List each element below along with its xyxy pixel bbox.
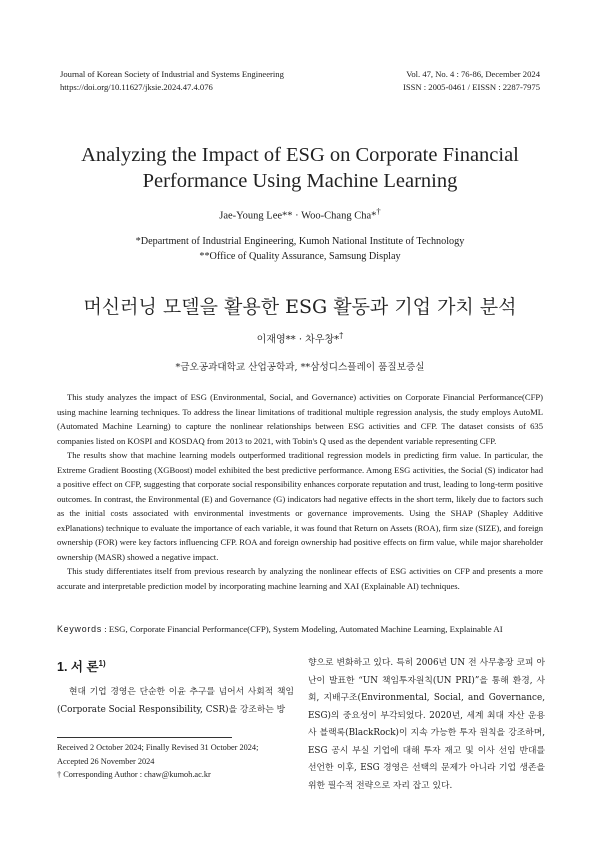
abstract <box>57 390 543 593</box>
keywords: Keywords : ESG, Corporate Financial Performance(CFP), System Modeling, Automated Machine Learning, Explainable AI <box>57 624 503 634</box>
abstract-paragraph-2: The results show that machine learning models outperformed traditional regression models in predicting firm value. In particular, the Extreme Gradient Boosting (XGBoost) model exhibited the best predictive performance. Among ESG activities, the Social (S) indicator had a positive effect on CFP, suggesting that corporate social responsibility enhances corporate reputation and trust, leading to long-term positive outcomes. In contrast, the Environmental (E) and Governance (G) indicators had negative effects in the short term, likely due to factors such as the initial costs associated with environmental investments or governance improvements. Using the SHAP (Shapley Additive exPlanations) technique to evaluate the importance of each variable, it was found that Return on Assets (ROA), firm size (SIZE), and foreign ownership (FOR) were key factors influencing CFP. ROA and foreign ownership had positive effects on firm value, while major shareholder ownership (MASR) showed a negative impact. <box>57 450 543 562</box>
title-line-1: Analyzing the Impact of ESG on Corporate Financial <box>81 144 519 166</box>
author-list <box>40 206 560 222</box>
korean-authors <box>40 330 560 345</box>
received-date: Received 2 October 2024; Finally Revised 31 October 2024; <box>57 743 259 752</box>
body-paragraph-right: 향으로 변화하고 있다. 특히 2006년 UN 전 사무총장 코피 아난이 발표한 “UN 책임투자원칙(UN PRI)”을 통해 환경, 사회, 지배구조(Environmental, Social, and Governance, ESG)의 중요성이 부각되었다. 2020년, 세계 최대 자산 운용사 블랙록(BlackRock)이 지속 가능한 투자 원칙을 강조하며, ESG 공시 부실 기업에 대해 투자 재고 및 이사 선임 반대를 선언한 이후, ESG 경영은 선택의 문제가 아니라 기업 생존을 위한 필수적 전략으로 자리 잡고 있다. <box>308 658 545 791</box>
section-heading <box>57 657 106 675</box>
footnote-ref: 1) <box>98 658 106 668</box>
body-column-right <box>308 655 545 795</box>
doi-link[interactable]: https://doi.org/10.11627/jksie.2024.47.4.076 <box>60 82 213 92</box>
journal-name: Journal of Korean Society of Industrial and Systems Engineering <box>60 69 284 79</box>
title-line-2: Performance Using Machine Learning <box>142 170 458 192</box>
issn-info: ISSN : 2005-0461 / EISSN : 2287-7975 <box>402 82 540 92</box>
affiliation-2: **Office of Quality Assurance, Samsung Display <box>199 251 401 262</box>
affiliation-1: *Department of Industrial Engineering, Kumoh National Institute of Technology <box>135 236 465 247</box>
abstract-paragraph-1: This study analyzes the impact of ESG (Environmental, Social, and Governance) activities on Corporate Financial Performance(CFP) using machine learning techniques. To address the linear limitations of traditional multiple regression analysis, the study employs AutoML (Automated Machine Learning) to capture the nonlinear relationships between ESG activities and CFP. The dataset consists of 635 companies listed on KOSPI and KOSDAQ from 2013 to 2021, with Tobin's Q used as the dependent variable representing CFP. <box>57 392 543 446</box>
affiliations <box>40 234 560 264</box>
korean-dagger-mark: † <box>339 330 344 340</box>
korean-authors-text: 이재영** · 차우창* <box>256 334 340 346</box>
footnote-divider <box>57 737 232 738</box>
paper-title <box>40 142 560 194</box>
keywords-label: Keywords <box>57 624 103 634</box>
journal-header-left <box>60 68 284 94</box>
footnote <box>57 741 297 782</box>
authors-text: Jae-Young Lee** · Woo-Chang Cha* <box>219 210 377 222</box>
body-column-left <box>57 684 294 719</box>
dagger-mark: † <box>376 206 381 216</box>
body-paragraph-left: 현대 기업 경영은 단순한 이윤 추구를 넘어서 사회적 책임(Corporate Social Responsibility, CSR)을 강조하는 방 <box>57 687 294 715</box>
section-heading-text: 1. 서 론 <box>57 660 99 674</box>
journal-header-right <box>403 68 540 94</box>
footnote-dagger: † <box>57 770 62 779</box>
corresponding-author-text: Corresponding Author : chaw@kumoh.ac.kr <box>63 770 211 779</box>
korean-affiliation: *금오공과대학교 산업공학과, **삼성디스플레이 품질보증실 <box>175 362 425 373</box>
keywords-text: ESG, Corporate Financial Performance(CFP), System Modeling, Automated Machine Learning, Explainable AI <box>108 624 503 634</box>
korean-title: 머신러닝 모델을 활용한 ESG 활동과 기업 가치 분석 <box>83 296 517 318</box>
volume-info: Vol. 47, No. 4 : 76-86, December 2024 <box>406 69 540 79</box>
accepted-date: Accepted 26 November 2024 <box>57 756 155 766</box>
abstract-paragraph-3: This study differentiates itself from previous research by analyzing the nonlinear effects of ESG activities on CFP and presents a more accurate and interpretable prediction model by incorporating machine learning and XAI (Explainable AI) techniques. <box>57 566 543 591</box>
corresponding-author <box>57 768 297 782</box>
